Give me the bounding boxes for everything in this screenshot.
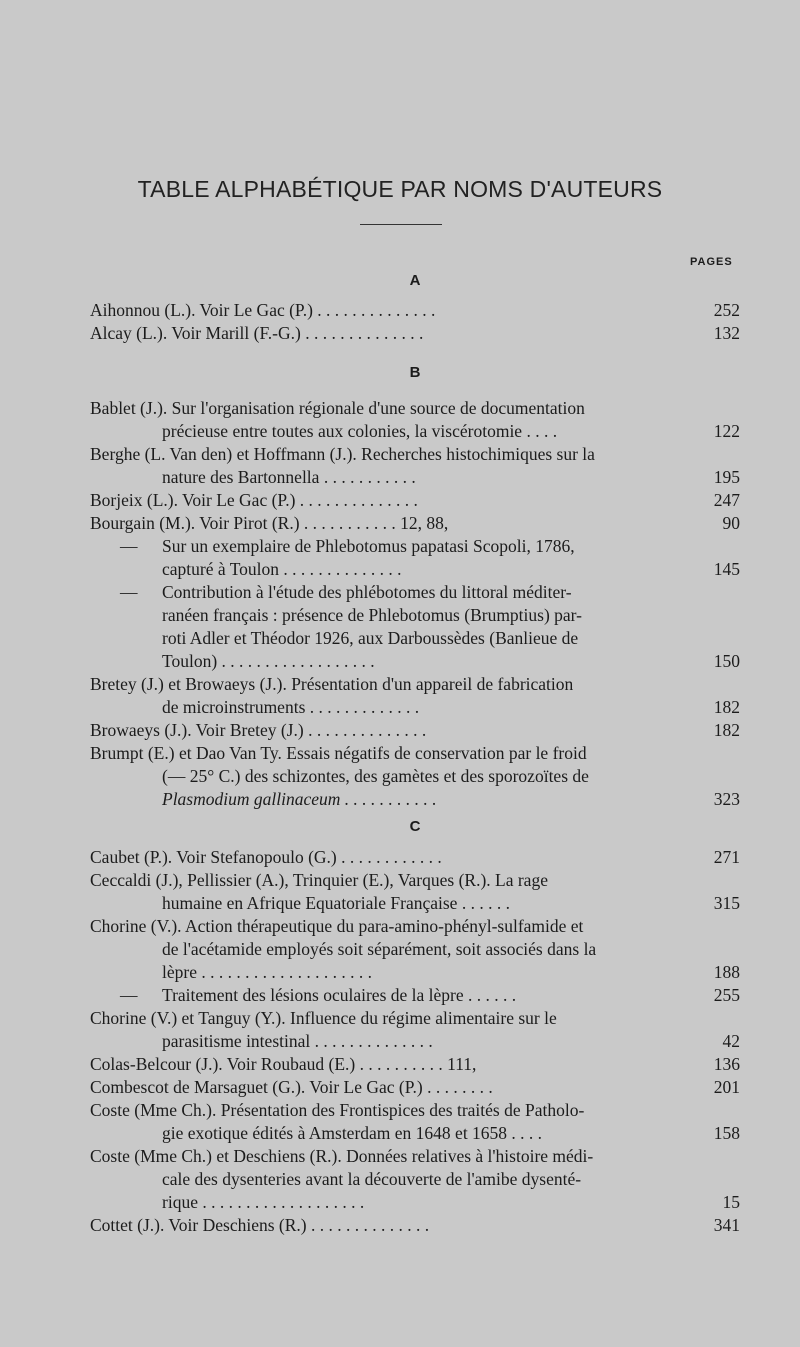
section-letter-c: C xyxy=(409,818,421,835)
entry-line: nature des Bartonnella . . . . . . . . . . . xyxy=(162,467,416,487)
page-number: 136 xyxy=(713,1054,740,1074)
entry-line: rique . . . . . . . . . . . . . . . . . . . xyxy=(162,1192,365,1212)
entry-line: Chorine (V.). Action thérapeutique du para-amino-phényl-sulfamide et xyxy=(90,916,584,936)
page-number: 271 xyxy=(713,847,740,867)
index-entry-bretey xyxy=(90,673,740,719)
entry-line: Browaeys (J.). Voir Bretey (J.) . . . . . . . . . . . . . . xyxy=(90,720,427,740)
index-entry-alcay xyxy=(90,322,740,345)
index-entry-coste-deschiens xyxy=(90,1145,740,1214)
page-number: 158 xyxy=(713,1123,740,1143)
entry-line: Combescot de Marsaguet (G.). Voir Le Gac (P.) . . . . . . . . xyxy=(90,1077,493,1097)
page-number: 247 xyxy=(713,490,740,510)
index-entry-browaeys xyxy=(90,719,740,742)
entry-line: roti Adler et Théodor 1926, aux Darboussèdes (Banlieue de xyxy=(162,628,579,648)
index-entry-coste xyxy=(90,1099,740,1145)
entry-line: de microinstruments . . . . . . . . . . . . . xyxy=(162,697,420,717)
index-entry-brumpt xyxy=(90,742,740,811)
index-entry-borjeix xyxy=(90,489,740,512)
continuation-dash: — xyxy=(120,536,138,556)
entry-line: Berghe (L. Van den) et Hoffmann (J.). Recherches histochimiques sur la xyxy=(90,444,595,464)
page-number: 252 xyxy=(713,300,740,320)
page-number: 182 xyxy=(713,720,740,740)
entry-line: Bretey (J.) et Browaeys (J.). Présentation d'un appareil de fabrication xyxy=(90,674,574,694)
entry-line: gie exotique édités à Amsterdam en 1648 et 1658 . . . . xyxy=(162,1123,543,1143)
page-number: 315 xyxy=(713,893,740,913)
page-number: 122 xyxy=(713,421,740,441)
entry-line: capturé à Toulon . . . . . . . . . . . . . . xyxy=(162,559,402,579)
index-entry-bourgain-contribution xyxy=(90,581,740,673)
pages-column-label: PAGES xyxy=(690,256,733,268)
page-number: 42 xyxy=(722,1031,740,1051)
entry-line: Sur un exemplaire de Phlebotomus papatasi Scopoli, 1786, xyxy=(162,536,575,556)
entry-line: Toulon) . . . . . . . . . . . . . . . . . . xyxy=(162,651,375,671)
title-rule xyxy=(360,224,442,225)
entry-line: Contribution à l'étude des phlébotomes du littoral méditer- xyxy=(162,582,572,602)
page-number: 145 xyxy=(713,559,740,579)
continuation-dash: — xyxy=(120,582,138,602)
index-entry-bablet xyxy=(90,397,740,443)
entry-line: Bablet (J.). Sur l'organisation régionale d'une source de documentation xyxy=(90,398,585,418)
page-number: 195 xyxy=(713,467,740,487)
entry-line: précieuse entre toutes aux colonies, la viscérotomie . . . . xyxy=(162,421,558,441)
entry-line: Bourgain (M.). Voir Pirot (R.) . . . . . . . . . . . 12, 88, xyxy=(90,513,449,533)
entry-line: Aihonnou (L.). Voir Le Gac (P.) . . . . . . . . . . . . . . xyxy=(90,300,436,320)
entry-line: Colas-Belcour (J.). Voir Roubaud (E.) . . . . . . . . . . 111, xyxy=(90,1054,477,1074)
index-entry-cottet xyxy=(90,1214,740,1237)
entry-line: de l'acétamide employés soit séparément, soit associés dans la xyxy=(162,939,597,959)
entry-line: Caubet (P.). Voir Stefanopoulo (G.) . . . . . . . . . . . . xyxy=(90,847,442,867)
index-entry-colas-belcour xyxy=(90,1053,740,1076)
page-number: 90 xyxy=(722,513,740,533)
index-entry-bourgain-phlebotomus xyxy=(90,535,740,581)
entry-line: lèpre . . . . . . . . . . . . . . . . . . . . xyxy=(162,962,372,982)
page-title: TABLE ALPHABÉTIQUE PAR NOMS D'AUTEURS xyxy=(137,176,663,202)
entry-line: Chorine (V.) et Tanguy (Y.). Influence du régime alimentaire sur le xyxy=(90,1008,557,1028)
page-number: 341 xyxy=(713,1215,740,1235)
entry-line: cale des dysenteries avant la découverte de l'amibe dysenté- xyxy=(162,1169,582,1189)
entry-line: humaine en Afrique Equatoriale Française . . . . . . xyxy=(162,893,510,913)
page-number: 150 xyxy=(713,651,740,671)
entry-line: Cottet (J.). Voir Deschiens (R.) . . . . . . . . . . . . . . xyxy=(90,1215,430,1235)
entry-line: Brumpt (E.) et Dao Van Ty. Essais négatifs de conservation par le froid xyxy=(90,743,587,763)
entry-line: Ceccaldi (J.), Pellissier (A.), Trinquier (E.), Varques (R.). La rage xyxy=(90,870,548,890)
entry-line: Plasmodium gallinaceum . . . . . . . . . . . xyxy=(162,789,437,809)
page-number: 182 xyxy=(713,697,740,717)
entry-line: Alcay (L.). Voir Marill (F.-G.) . . . . . . . . . . . . . . xyxy=(90,323,424,343)
index-entry-bourgain xyxy=(90,512,740,535)
entry-line: (— 25° C.) des schizontes, des gamètes et des sporozoïtes de xyxy=(162,766,589,786)
entry-line: Coste (Mme Ch.). Présentation des Frontispices des traités de Patholo- xyxy=(90,1100,585,1120)
index-entry-combescot xyxy=(90,1076,740,1099)
index-entry-chorine xyxy=(90,915,740,984)
page-number: 132 xyxy=(713,323,740,343)
section-letter-a: A xyxy=(409,272,421,289)
index-entry-berghe xyxy=(90,443,740,489)
continuation-dash: — xyxy=(120,985,138,1005)
page-number: 255 xyxy=(713,985,740,1005)
section-letter-b: B xyxy=(409,364,421,381)
entry-line: Borjeix (L.). Voir Le Gac (P.) . . . . . . . . . . . . . . xyxy=(90,490,418,510)
entry-line: parasitisme intestinal . . . . . . . . . . . . . . xyxy=(162,1031,433,1051)
index-entry-chorine-tanguy xyxy=(90,1007,740,1053)
entry-line: ranéen français : présence de Phlebotomus (Brumptius) par- xyxy=(162,605,582,625)
entry-line: Traitement des lésions oculaires de la lèpre . . . . . . xyxy=(162,985,517,1005)
index-entry-ceccaldi xyxy=(90,869,740,915)
page-number: 201 xyxy=(713,1077,740,1097)
index-entry-aihonnou xyxy=(90,299,740,322)
page-number: 188 xyxy=(713,962,740,982)
page-number: 15 xyxy=(722,1192,740,1212)
index-entry-chorine-traitement xyxy=(90,984,740,1007)
entry-line: Coste (Mme Ch.) et Deschiens (R.). Données relatives à l'histoire médi- xyxy=(90,1146,594,1166)
index-entry-caubet xyxy=(90,846,740,869)
page-number: 323 xyxy=(713,789,740,809)
